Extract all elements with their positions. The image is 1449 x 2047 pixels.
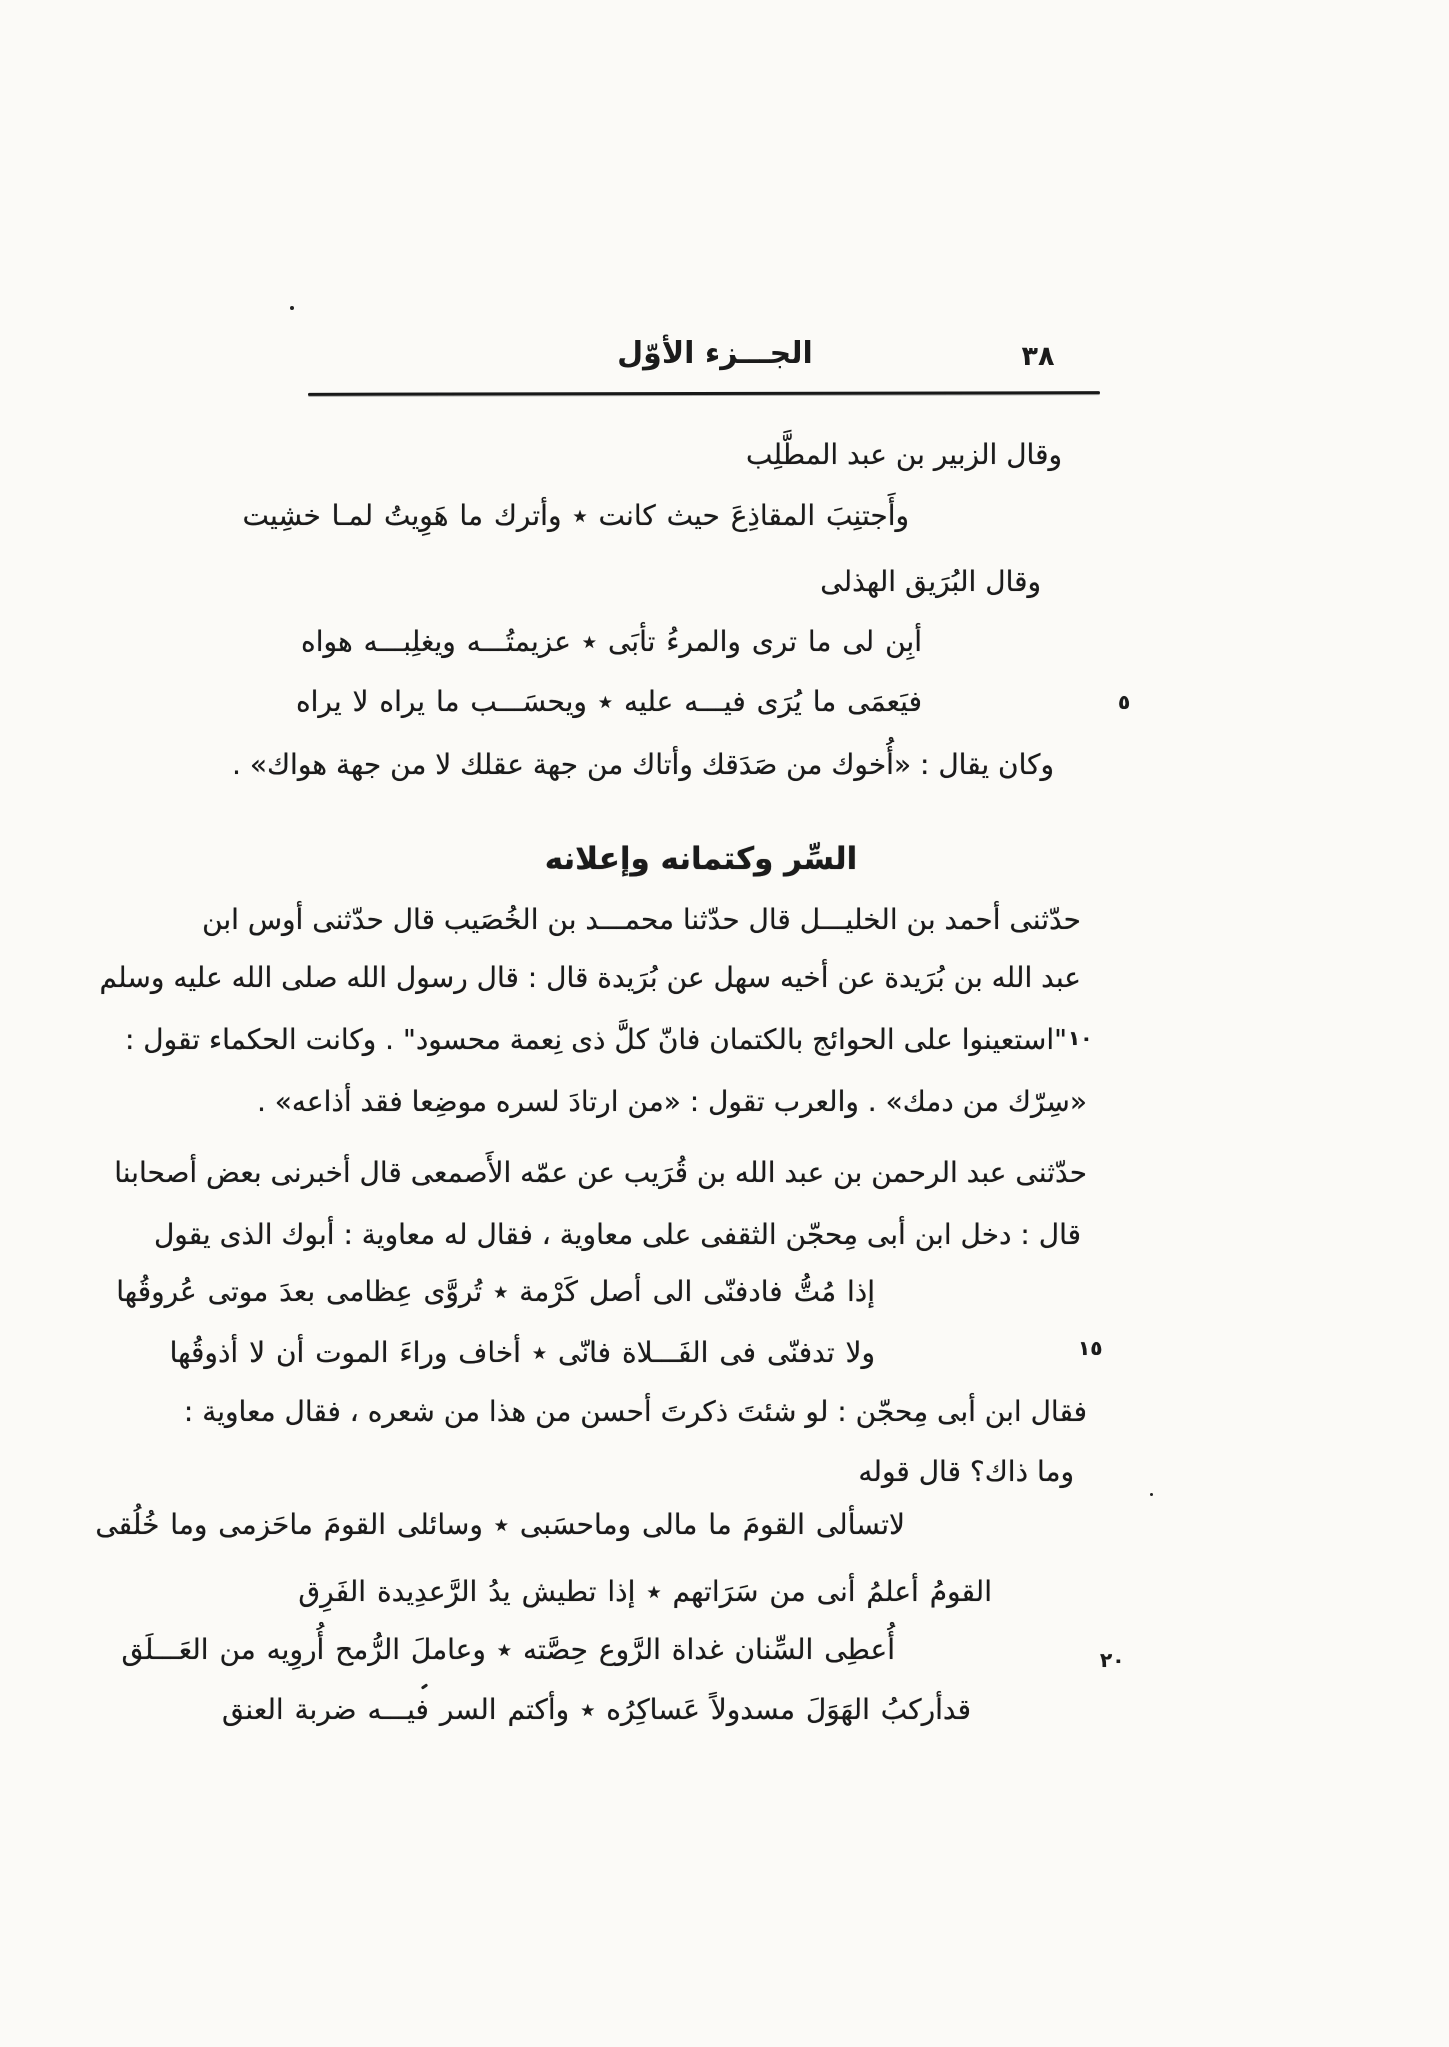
verse-line: القومُ أعلمُ أنى من سَرَاتهم ٭ إذا تطيش يدُ الرَّعدِيدة الفَرِق — [298, 1575, 992, 1608]
attribution-line: وقال البُرَيق الهذلى — [820, 565, 1041, 598]
paragraph-line: «سِرّك من دمك» . والعرب تقول : «من ارتادَ لسره موضِعا فقد أذاعه» . — [256, 1085, 1087, 1118]
paragraph-line: فقال ابن أبى مِحجّن : لو شئتَ ذكرتَ أحسن من هذا من شعره ، فقال معاوية : — [183, 1395, 1087, 1428]
verse-line: ولا تدفنّى فى الفَـــلاة فانّى ٭ أخاف وراءَ الموت أن لا أذوقُها — [169, 1336, 875, 1369]
attribution-line: وقال الزبير بن عبد المطَّلِب — [745, 438, 1062, 471]
ink-speck — [421, 1683, 428, 1689]
section-heading: السِّر وكتمانه وإعلانه — [544, 841, 858, 877]
paragraph-line: حدّثنى أحمد بن الخليـــل قال حدّثنا محمـــد بن الخُصَيب قال حدّثنى أوس ابن — [202, 903, 1081, 936]
margin-line-number: ١٥ — [1078, 1336, 1103, 1360]
ink-speck — [290, 306, 294, 310]
paragraph-line: "استعينوا على الحوائج بالكتمان فانّ كلَّ ذى نِعمة محسود" . وكانت الحكماء تقول : — [124, 1023, 1067, 1056]
verse-line: فيَعمَى ما يُرَى فيـــه عليه ٭ ويحسَـــب ما يراه لا يراه — [295, 685, 922, 718]
verse-line: قدأركبُ الهَوَلَ مسدولاً عَساكِرُه ٭ وأكتم السر فيـــه ضربة العنق — [222, 1693, 971, 1726]
part-title: الجـــزء الأوّل — [617, 336, 813, 371]
verse-line: لاتسألى القومَ ما مالى وماحسَبى ٭ وسائلى القومَ ماحَزمى وما خُلُقى — [95, 1508, 905, 1541]
margin-line-number: ٢٠ — [1100, 1648, 1125, 1672]
paragraph-line: حدّثنى عبد الرحمن بن عبد الله بن قُرَيب عن عمّه الأَصمعى قال أخبرنى بعض أصحابنا — [114, 1156, 1087, 1189]
paragraph-line: وكان يقال : «أُخوك من صَدَقك وأتاك من جهة عقلك لا من جهة هواك» . — [232, 748, 1054, 781]
margin-line-number: ١٠ — [1068, 1026, 1093, 1050]
header-rule — [308, 391, 1100, 396]
page-number: ٣٨ — [1021, 341, 1055, 372]
verse-line: إذا مُتُّ فادفنّى الى أصل كَرْمة ٭ تُروَّى عِظامى بعدَ موتى عُروقُها — [116, 1275, 875, 1308]
ink-speck — [1150, 1493, 1153, 1496]
verse-line: وأَجتنِبَ المقاذِعَ حيث كانت ٭ وأترك ما هَوِيتُ لمـا خشِيت — [242, 499, 909, 532]
verse-line: أُعطِى السِّنان غداة الرَّوع حِصَّته ٭ وعاملَ الرُّمح أُروِيه من العَـــلَق — [121, 1633, 895, 1666]
verse-line: أبِن لى ما ترى والمرءُ تأبَى ٭ عزيمتُـــه ويغلِبـــه هواه — [301, 625, 922, 658]
margin-line-number: ٥ — [1118, 690, 1131, 714]
paragraph-line: عبد الله بن بُرَيدة عن أخيه سهل عن بُرَيدة قال : قال رسول الله صلى الله عليه وسلم — [99, 961, 1081, 994]
paragraph-line: وما ذاك؟ قال قوله — [858, 1455, 1074, 1488]
paragraph-line: قال : دخل ابن أبى مِحجّن الثقفى على معاوية ، فقال له معاوية : أبوك الذى يقول — [153, 1218, 1081, 1251]
